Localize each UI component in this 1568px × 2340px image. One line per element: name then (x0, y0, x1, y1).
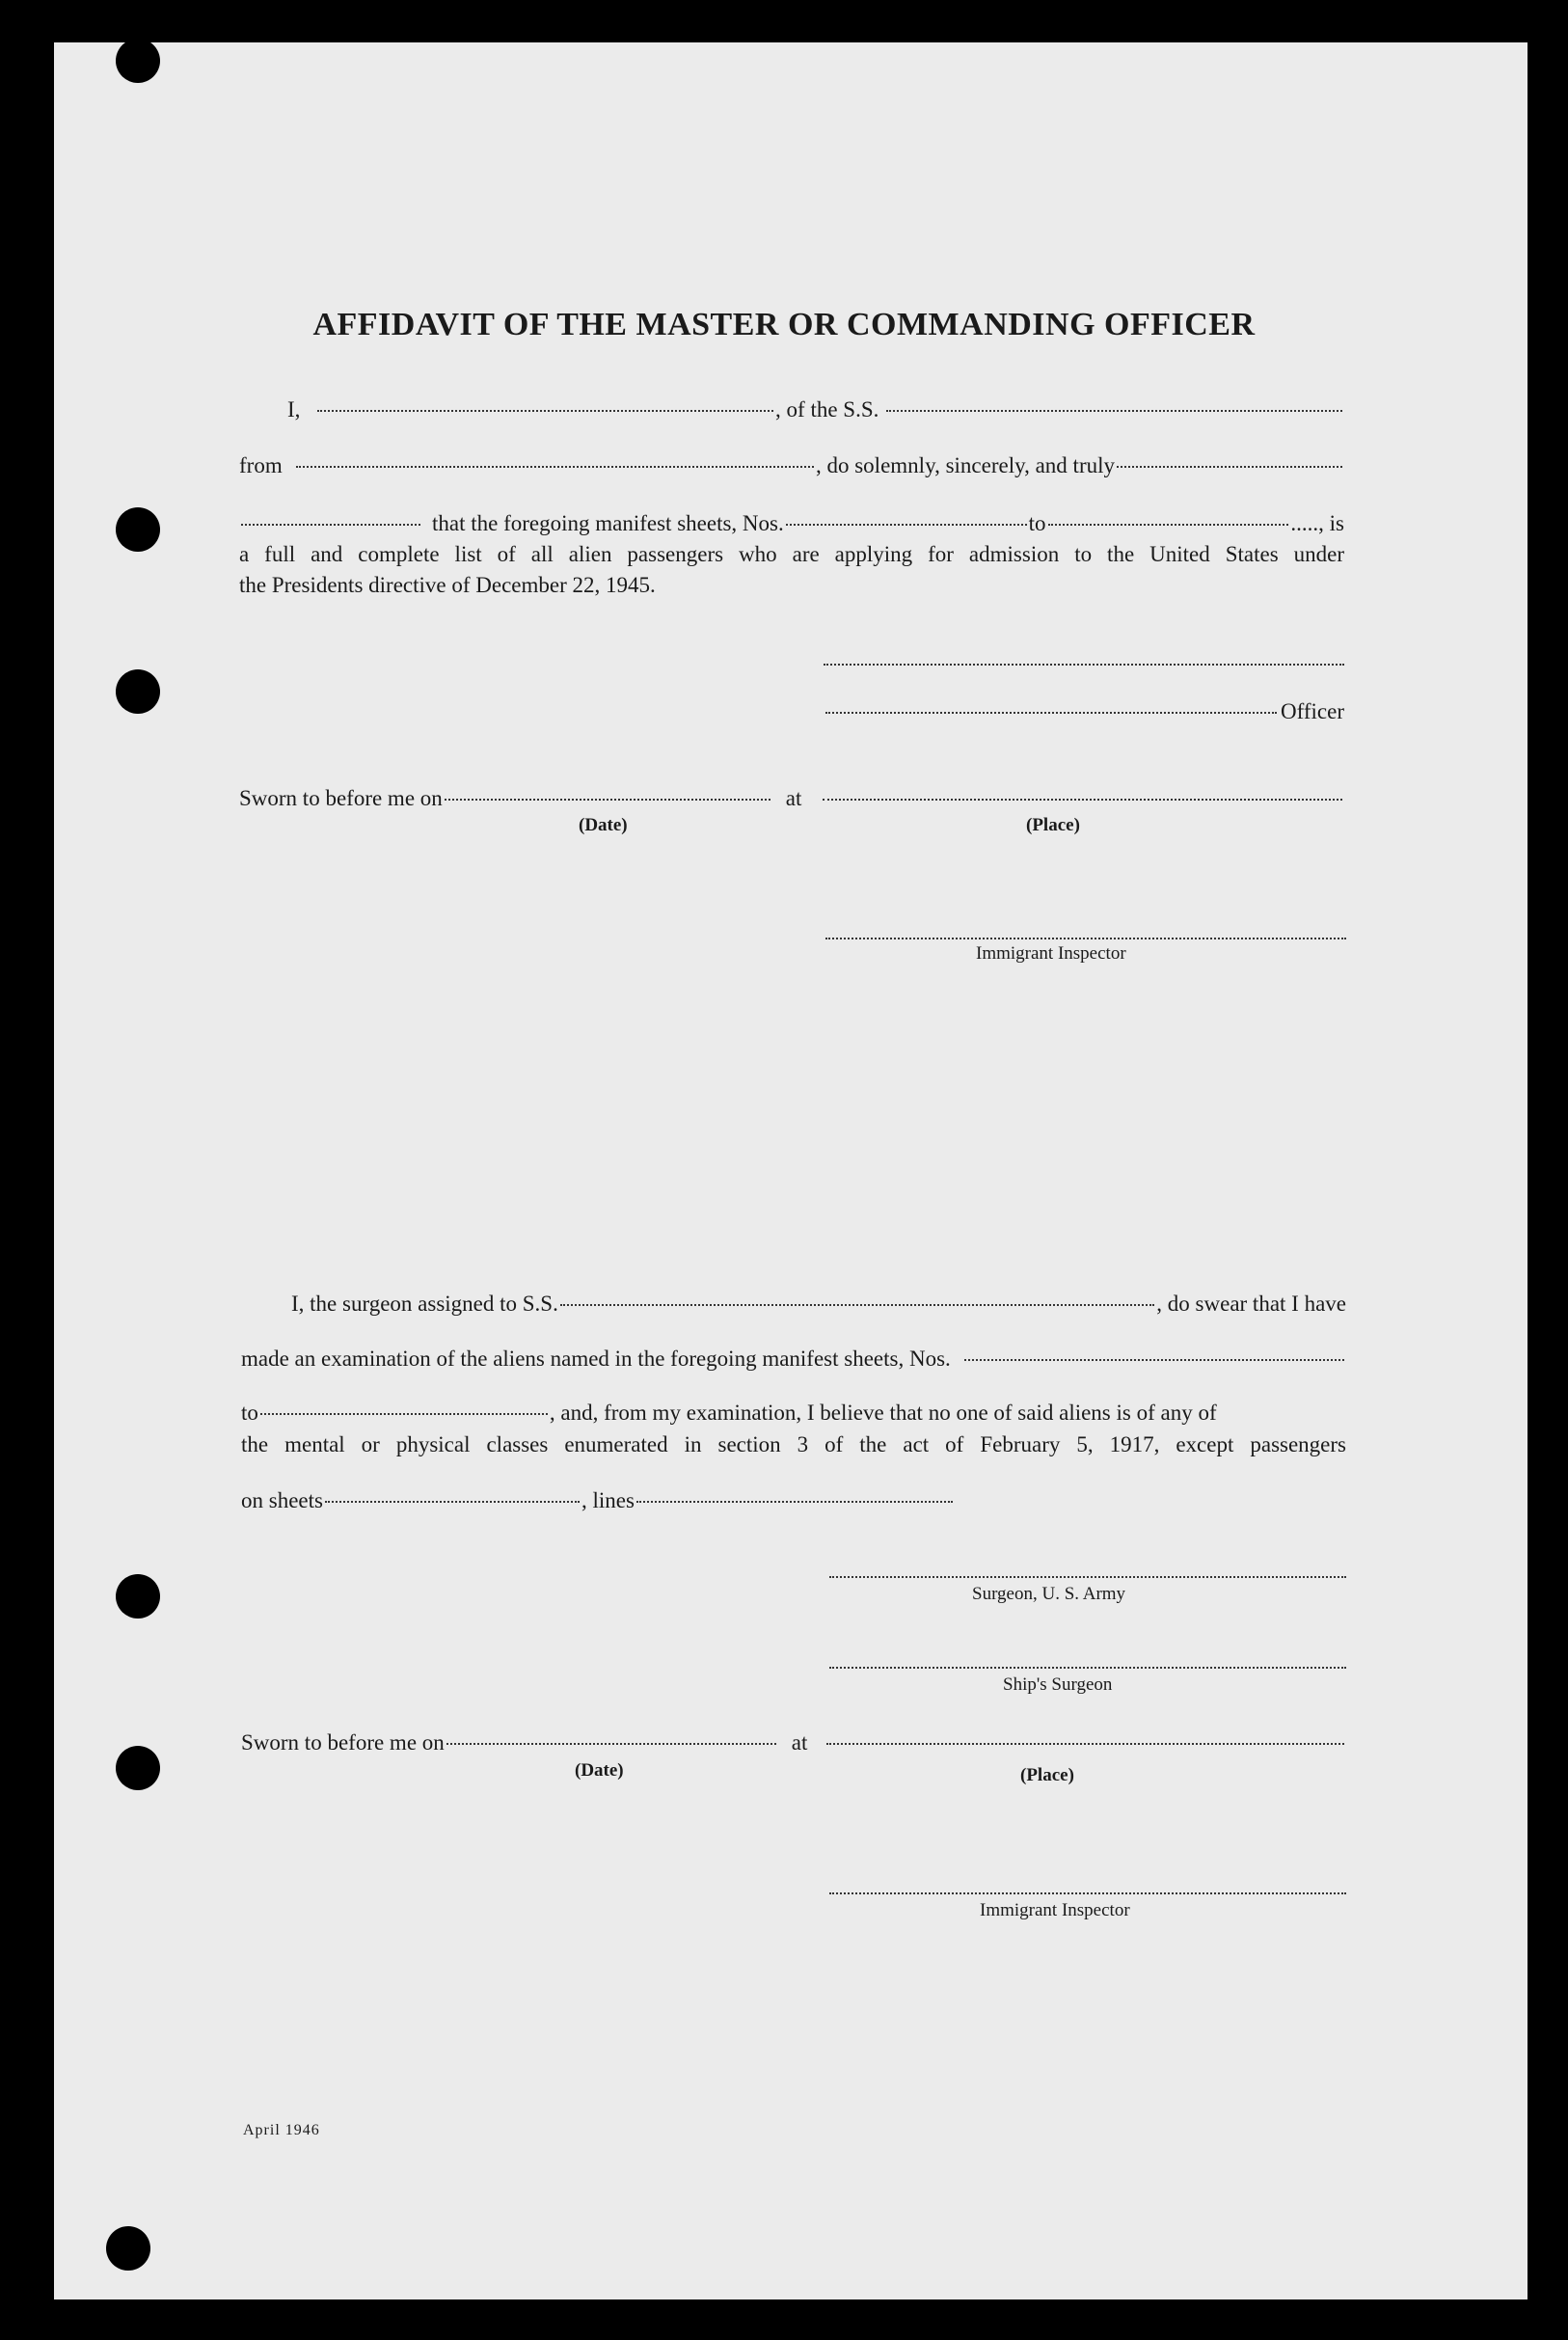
punch-hole (106, 2226, 150, 2271)
surgeon-sworn-row (241, 1730, 1346, 1755)
punch-hole (116, 1746, 160, 1790)
inspector-caption: Immigrant Inspector (976, 943, 1126, 964)
lines-label: , lines (581, 1488, 635, 1512)
master-sworn-place-field[interactable] (823, 799, 1342, 801)
surgeon-line-1 (291, 1292, 1346, 1317)
place-caption: (Place) (1026, 815, 1080, 835)
master-inspector-line[interactable] (825, 938, 1346, 939)
solemnly-label: , do solemnly, sincerely, and truly (815, 453, 1115, 477)
master-nos-to-field[interactable] (1048, 524, 1289, 526)
surgeon-ship-field[interactable] (560, 1304, 1154, 1306)
punch-hole (116, 669, 160, 714)
punch-hole (116, 507, 160, 552)
swear-label: , do swear that I have (1156, 1292, 1346, 1316)
surgeon-to-label: to (241, 1401, 258, 1425)
at-label: at (785, 786, 802, 810)
surgeon-at-label: at (791, 1730, 808, 1755)
surgeon-assigned-label: I, the surgeon assigned to S.S. (291, 1292, 558, 1316)
surgeon-sworn-place-field[interactable] (826, 1743, 1344, 1745)
master-name-field[interactable] (317, 410, 773, 412)
master-line-3 (239, 511, 1344, 536)
master-verb-field[interactable] (241, 524, 420, 526)
surgeon-place-caption: (Place) (1020, 1765, 1074, 1785)
punch-hole (116, 1574, 160, 1619)
officer-row (824, 699, 1344, 724)
army-signature-line[interactable] (829, 1576, 1346, 1578)
master-line-2 (239, 453, 1344, 478)
ships-surgeon-line[interactable] (829, 1667, 1346, 1669)
master-oath-field[interactable] (1117, 466, 1342, 468)
punch-hole (116, 39, 160, 83)
master-ship-field[interactable] (886, 410, 1342, 412)
master-signature-line[interactable] (824, 664, 1344, 666)
sheets-label: on sheets (241, 1488, 323, 1512)
i-label: I, (287, 397, 301, 422)
surgeon-sworn-label: Sworn to before me on (241, 1730, 445, 1755)
surgeon-sheets-field[interactable] (325, 1501, 580, 1503)
surgeon-inspector-caption: Immigrant Inspector (980, 1900, 1130, 1920)
form-page (54, 42, 1527, 2299)
full-list-line: a full and complete list of all alien passengers who are applying for admission to the United States under (239, 542, 1344, 566)
officer-title-field[interactable] (825, 712, 1277, 714)
surgeon-line-3 (241, 1401, 1346, 1426)
surgeon-inspector-line[interactable] (829, 1892, 1346, 1894)
examination-label: made an examination of the aliens named in the foregoing manifest sheets, Nos. (241, 1347, 951, 1371)
master-line-1 (287, 397, 1344, 422)
classes-line: the mental or physical classes enumerated in section 3 of the act of February 5, 1917, except passengers (241, 1432, 1346, 1456)
sworn-label: Sworn to before me on (239, 786, 443, 810)
of-ss-label: , of the S.S. (775, 397, 879, 422)
army-caption: Surgeon, U. S. Army (972, 1584, 1126, 1604)
believe-label: , and, from my examination, I believe that no one of said aliens is of any of (549, 1401, 1217, 1425)
surgeon-line-2 (241, 1347, 1346, 1372)
ships-surgeon-caption: Ship's Surgeon (1003, 1674, 1113, 1695)
surgeon-date-caption: (Date) (575, 1760, 624, 1781)
from-label: from (239, 453, 283, 477)
surgeon-line-5 (241, 1488, 955, 1513)
surgeon-sworn-date-field[interactable] (446, 1743, 776, 1745)
master-sworn-date-field[interactable] (445, 799, 770, 801)
foregoing-label: that the foregoing manifest sheets, Nos. (432, 511, 784, 535)
surgeon-lines-field[interactable] (636, 1501, 953, 1503)
surgeon-nos-to-field[interactable] (260, 1413, 548, 1415)
surgeon-nos-from-field[interactable] (964, 1359, 1344, 1361)
is-label: ....., is (1290, 511, 1344, 535)
master-sworn-row (239, 786, 1344, 811)
form-date: April 1946 (243, 2122, 320, 2138)
master-from-field[interactable] (296, 466, 814, 468)
page-title: AFFIDAVIT OF THE MASTER OR COMMANDING OFFICER (312, 307, 1256, 342)
to-label: to (1028, 511, 1046, 535)
officer-label: Officer (1281, 699, 1344, 723)
master-nos-from-field[interactable] (786, 524, 1027, 526)
directive-line: the Presidents directive of December 22, 1945. (239, 573, 656, 597)
date-caption: (Date) (579, 815, 628, 835)
